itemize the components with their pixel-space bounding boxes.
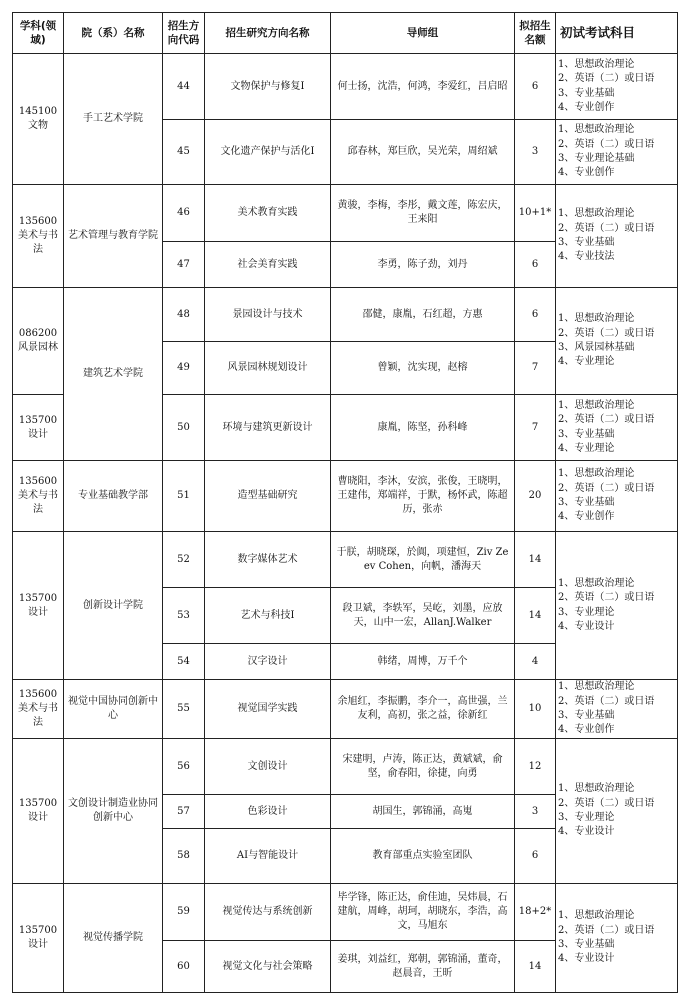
table-row bbox=[13, 461, 678, 532]
discipline-cell: 135600 美术与书法 bbox=[13, 680, 64, 739]
code-cell: 49 bbox=[163, 342, 205, 395]
subjects-cell: 1、思想政治理论 2、英语（二）或日语 3、专业基础 4、专业创作 bbox=[556, 54, 678, 120]
direction-cell: 视觉传达与系统创新 bbox=[205, 884, 331, 941]
header-row bbox=[13, 13, 678, 54]
direction-cell: 艺术与科技Ⅰ bbox=[205, 588, 331, 644]
quota-cell: 6 bbox=[515, 288, 556, 342]
college-cell: 视觉中国协同创新中心 bbox=[64, 680, 163, 739]
college-cell: 创新设计学院 bbox=[64, 532, 163, 680]
code-cell: 60 bbox=[163, 941, 205, 993]
header-quota: 拟招生名额 bbox=[515, 13, 556, 54]
code-cell: 50 bbox=[163, 395, 205, 461]
direction-cell: AI与智能设计 bbox=[205, 829, 331, 884]
supervisors-cell: 宋建明，卢涛，陈正达，黄斌斌，俞坚，俞春阳，徐捷，向勇 bbox=[331, 739, 515, 795]
quota-cell: 20 bbox=[515, 461, 556, 532]
college-cell: 艺术管理与教育学院 bbox=[64, 185, 163, 288]
subjects-cell: 1、思想政治理论 2、英语（二）或日语 3、专业基础 4、专业创作 bbox=[556, 680, 678, 739]
supervisors-cell: 黄骏，李梅，李彤，戴文莲，陈宏庆，王来阳 bbox=[331, 185, 515, 242]
subjects-cell: 1、思想政治理论 2、英语（二）或日语 3、专业基础 4、专业理论 bbox=[556, 395, 678, 461]
direction-cell: 色彩设计 bbox=[205, 795, 331, 829]
quota-cell: 6 bbox=[515, 242, 556, 288]
subjects-cell: 1、思想政治理论 2、英语（二）或日语 3、风景园林基础 4、专业理论 bbox=[556, 288, 678, 395]
header-discipline: 学科(领域) bbox=[13, 13, 64, 54]
direction-cell: 美术教育实践 bbox=[205, 185, 331, 242]
header-subjects: 初试考试科目 bbox=[556, 13, 678, 54]
quota-cell: 6 bbox=[515, 829, 556, 884]
table-row bbox=[13, 532, 678, 588]
table-row bbox=[13, 54, 678, 120]
supervisors-cell: 于朕，胡晓琛，於阗，项建恒，Ziv Zeev Cohen，向帆，潘海天 bbox=[331, 532, 515, 588]
direction-cell: 社会美育实践 bbox=[205, 242, 331, 288]
direction-cell: 风景园林规划设计 bbox=[205, 342, 331, 395]
table-row bbox=[13, 185, 678, 242]
quota-cell: 7 bbox=[515, 342, 556, 395]
supervisors-cell: 胡国生，郭锦涌，高嵬 bbox=[331, 795, 515, 829]
direction-cell: 文创设计 bbox=[205, 739, 331, 795]
header-direction: 招生研究方向名称 bbox=[205, 13, 331, 54]
direction-cell: 数字媒体艺术 bbox=[205, 532, 331, 588]
quota-cell: 3 bbox=[515, 795, 556, 829]
quota-cell: 10+1* bbox=[515, 185, 556, 242]
quota-cell: 14 bbox=[515, 588, 556, 644]
college-cell: 视觉传播学院 bbox=[64, 884, 163, 993]
code-cell: 47 bbox=[163, 242, 205, 288]
code-cell: 46 bbox=[163, 185, 205, 242]
college-cell: 手工艺术学院 bbox=[64, 54, 163, 185]
quota-cell: 14 bbox=[515, 532, 556, 588]
subjects-cell: 1、思想政治理论 2、英语（二）或日语 3、专业基础 4、专业技法 bbox=[556, 185, 678, 288]
subjects-cell: 1、思想政治理论 2、英语（二）或日语 3、专业基础 4、专业设计 bbox=[556, 884, 678, 993]
header-college: 院（系）名称 bbox=[64, 13, 163, 54]
admissions-table bbox=[12, 12, 678, 993]
supervisors-cell: 邵健，康胤，石红超，方惠 bbox=[331, 288, 515, 342]
code-cell: 59 bbox=[163, 884, 205, 941]
table-row bbox=[13, 884, 678, 941]
discipline-cell: 135700 设计 bbox=[13, 532, 64, 680]
direction-cell: 视觉国学实践 bbox=[205, 680, 331, 739]
supervisors-cell: 曾颖，沈实现，赵榕 bbox=[331, 342, 515, 395]
code-cell: 56 bbox=[163, 739, 205, 795]
quota-cell: 3 bbox=[515, 120, 556, 185]
quota-cell: 7 bbox=[515, 395, 556, 461]
code-cell: 55 bbox=[163, 680, 205, 739]
subjects-cell: 1、思想政治理论 2、英语（二）或日语 3、专业基础 4、专业创作 bbox=[556, 461, 678, 532]
supervisors-cell: 曹晓阳，李沐，安滨，张俊，王晓明，王建伟，郑端祥，于默，杨怀武，陈超历，张赤 bbox=[331, 461, 515, 532]
college-cell: 文创设计制造业协同创新中心 bbox=[64, 739, 163, 884]
college-cell: 专业基础教学部 bbox=[64, 461, 163, 532]
quota-cell: 4 bbox=[515, 644, 556, 680]
quota-cell: 12 bbox=[515, 739, 556, 795]
header-supervisors: 导师组 bbox=[331, 13, 515, 54]
code-cell: 58 bbox=[163, 829, 205, 884]
direction-cell: 汉字设计 bbox=[205, 644, 331, 680]
subjects-cell: 1、思想政治理论 2、英语（二）或日语 3、专业理论 4、专业设计 bbox=[556, 739, 678, 884]
supervisors-cell: 邱春林，郑巨欣，吴光荣，周绍斌 bbox=[331, 120, 515, 185]
code-cell: 54 bbox=[163, 644, 205, 680]
discipline-cell: 135600 美术与书法 bbox=[13, 461, 64, 532]
direction-cell: 文化遗产保护与活化Ⅰ bbox=[205, 120, 331, 185]
code-cell: 51 bbox=[163, 461, 205, 532]
quota-cell: 10 bbox=[515, 680, 556, 739]
discipline-cell: 135700 设计 bbox=[13, 884, 64, 993]
subjects-cell: 1、思想政治理论 2、英语（二）或日语 3、专业理论基础 4、专业创作 bbox=[556, 120, 678, 185]
code-cell: 53 bbox=[163, 588, 205, 644]
supervisors-cell: 段卫斌，李轶军，吴屹，刘墨，应放天，山中一宏，AllanJ.Walker bbox=[331, 588, 515, 644]
supervisors-cell: 何士扬，沈浩，何鸿，李爱红，吕启昭 bbox=[331, 54, 515, 120]
discipline-cell: 086200 风景园林 bbox=[13, 288, 64, 395]
code-cell: 48 bbox=[163, 288, 205, 342]
supervisors-cell: 康胤，陈坚，孙科峰 bbox=[331, 395, 515, 461]
supervisors-cell: 李勇，陈子劲，刘丹 bbox=[331, 242, 515, 288]
direction-cell: 造型基础研究 bbox=[205, 461, 331, 532]
code-cell: 52 bbox=[163, 532, 205, 588]
supervisors-cell: 余旭红，李振鹏，李介一，高世强，兰友利，高初，张之益，徐新红 bbox=[331, 680, 515, 739]
code-cell: 44 bbox=[163, 54, 205, 120]
subjects-cell: 1、思想政治理论 2、英语（二）或日语 3、专业理论 4、专业设计 bbox=[556, 532, 678, 680]
quota-cell: 18+2* bbox=[515, 884, 556, 941]
supervisors-cell: 姜琪，刘益红，郑朝，郭锦涌，董奇，赵晨音，王昕 bbox=[331, 941, 515, 993]
code-cell: 57 bbox=[163, 795, 205, 829]
college-cell: 建筑艺术学院 bbox=[64, 288, 163, 461]
table-row bbox=[13, 739, 678, 795]
quota-cell: 14 bbox=[515, 941, 556, 993]
discipline-cell: 135700 设计 bbox=[13, 739, 64, 884]
discipline-cell: 135700 设计 bbox=[13, 395, 64, 461]
table-row bbox=[13, 288, 678, 342]
supervisors-cell: 韩绪，周博，万千个 bbox=[331, 644, 515, 680]
supervisors-cell: 教育部重点实验室团队 bbox=[331, 829, 515, 884]
supervisors-cell: 毕学锋，陈正达，俞佳迪，吴炜晨，石建航，周峰，胡珂，胡晓东，李浩，高文，马旭东 bbox=[331, 884, 515, 941]
direction-cell: 文物保护与修复Ⅰ bbox=[205, 54, 331, 120]
direction-cell: 景园设计与技术 bbox=[205, 288, 331, 342]
discipline-cell: 145100 文物 bbox=[13, 54, 64, 185]
code-cell: 45 bbox=[163, 120, 205, 185]
direction-cell: 视觉文化与社会策略 bbox=[205, 941, 331, 993]
quota-cell: 6 bbox=[515, 54, 556, 120]
header-code: 招生方向代码 bbox=[163, 13, 205, 54]
discipline-cell: 135600 美术与书法 bbox=[13, 185, 64, 288]
direction-cell: 环境与建筑更新设计 bbox=[205, 395, 331, 461]
table-row bbox=[13, 680, 678, 739]
